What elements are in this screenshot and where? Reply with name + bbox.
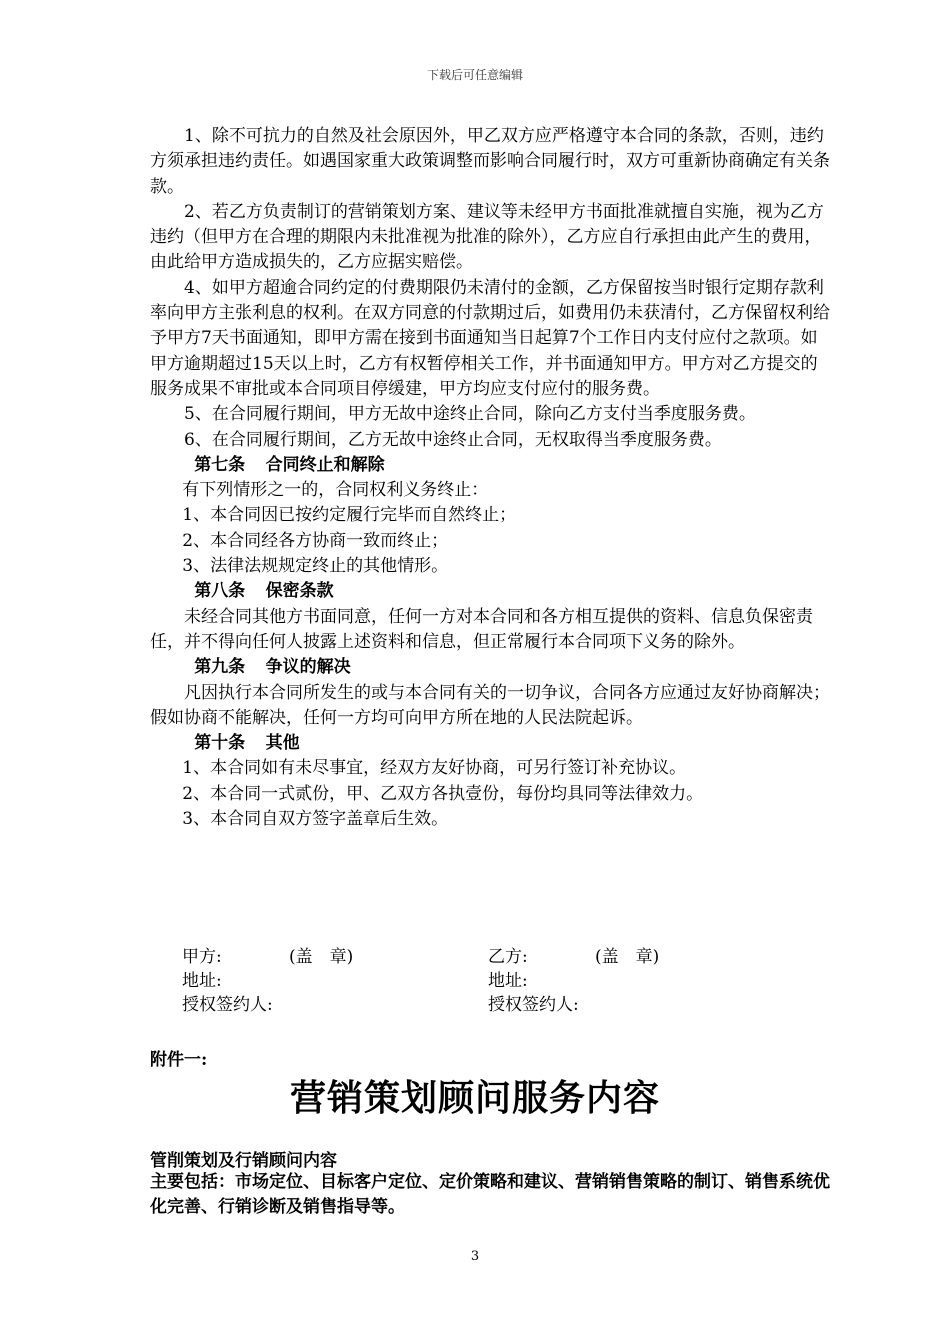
article-8-heading — [150, 579, 830, 604]
service-main-content: 主要包括：市场定位、目标客户定位、定价策略和建议、营销销售策略的制订、销售系统优化完善、行销诊断及销售指导等。 — [150, 1172, 830, 1217]
clause-5: 5、在合同履行期间，甲方无故中途终止合同，除向乙方支付当季度服务费。 — [184, 404, 756, 425]
clause-6: 6、在合同履行期间，乙方无故中途终止合同，无权取得当季度服务费。 — [184, 429, 722, 450]
clause-2: 2、若乙方负责制订的营销策划方案、建议等未经甲方书面批准就擅自实施，视为乙方违约（但甲方在合理的期限内未批准视为批准的除外），乙方应自行承担由此产生的费用，由此给甲方造成损失的，乙方应据实赔偿。 — [150, 201, 824, 273]
party-b-label: 乙方: — [488, 947, 528, 967]
party-a-signature — [182, 945, 482, 1017]
article-7-item: 1、本合同因已按约定履行完毕而自然终止； — [182, 505, 517, 526]
party-b-address: 地址: — [488, 971, 528, 991]
article-9-number: 第九条 — [194, 657, 246, 678]
party-b-seal: (盖 章) — [595, 947, 660, 967]
article-10-item: 2、本合同一式贰份，甲、乙双方各执壹份，每份均具同等法律效力。 — [182, 783, 704, 804]
article-7-item: 3、法律法规规定终止的其他情形。 — [182, 556, 449, 577]
article-9-heading — [150, 655, 830, 680]
party-b-signer: 授权签约人: — [488, 995, 579, 1015]
article-7-heading — [150, 453, 830, 478]
article-9-title: 争议的解决 — [265, 657, 351, 678]
contract-body — [150, 124, 830, 832]
article-8-title: 保密条款 — [265, 581, 334, 602]
article-8-text: 未经合同其他方书面同意，任何一方对本合同和各方相互提供的资料、信息负保密责任，并不得向任何人披露上述资料和信息，但正常履行本合同项下义务的除外。 — [150, 606, 813, 652]
appendix-label: 附件一: — [150, 1050, 208, 1070]
article-10-heading — [150, 731, 830, 756]
article-8-number: 第八条 — [194, 581, 246, 602]
party-a-seal: (盖 章) — [289, 947, 354, 967]
page-number: 3 — [470, 1249, 480, 1264]
article-10-item: 3、本合同自双方签字盖章后生效。 — [182, 809, 449, 830]
service-section-title: 管削策划及行销顾问内容 — [150, 1151, 337, 1171]
article-7-item: 2、本合同经各方协商一致而终止； — [182, 530, 449, 551]
article-9-text: 凡因执行本合同所发生的或与本合同有关的一切争议，合同各方应通过友好协商解决；假如协商不能解决，任何一方均可向甲方所在地的人民法院起诉。 — [150, 682, 830, 728]
party-b-signature — [488, 945, 788, 1017]
party-a-signer: 授权签约人: — [182, 995, 273, 1015]
clause-1: 1、除不可抗力的自然及社会原因外，甲乙双方应严格遵守本合同的条款，否则，违约方须承担违约责任。如遇国家重大政策调整而影响合同履行时，双方可重新协商确定有关条款。 — [150, 126, 830, 197]
article-7-title: 合同终止和解除 — [265, 454, 385, 475]
article-7-number: 第七条 — [194, 454, 246, 475]
party-a-address: 地址: — [182, 971, 222, 991]
appendix-title: 营销策划顾问服务内容 — [289, 1077, 660, 1119]
clause-4: 4、如甲方超逾合同约定的付费期限仍未清付的金额，乙方保留按当时银行定期存款利率向甲方主张利息的权利。在双方同意的付款期过后，如费用仍未获清付，乙方保留权利给予甲方7天书面通知，即甲方需在接到书面通知当日起算7个工作日内支付应付之款项。如甲方逾期超过15天以上时，乙方有权暂停相关工作，并书面通知甲方。甲方对乙方提交的服务成果不审批或本合同项目停缓建，甲方均应支付应付的服务费。 — [150, 277, 830, 399]
page-header: 下载后可任意编辑 — [426, 68, 523, 82]
article-7-intro: 有下列情形之一的，合同权利义务终止： — [182, 480, 489, 501]
article-10-item: 1、本合同如有未尽事宜，经双方友好协商，可另行签订补充协议。 — [182, 758, 687, 779]
article-10-number: 第十条 — [194, 733, 246, 754]
article-10-title: 其他 — [265, 733, 300, 754]
party-a-label: 甲方: — [182, 947, 222, 967]
